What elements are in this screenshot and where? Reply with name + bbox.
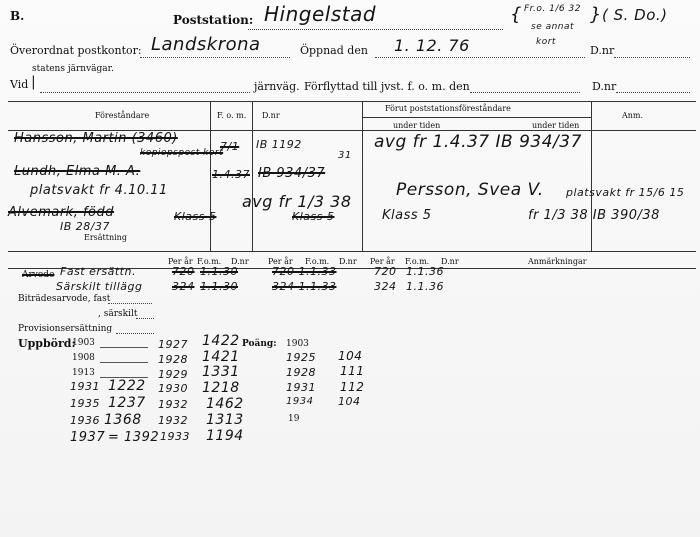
uppbord-year-mid: 1930 xyxy=(158,382,188,395)
ers-col-fom-1: F.o.m. xyxy=(197,257,222,266)
uppbord-value-right: 104 xyxy=(338,395,361,408)
statens-label: statens järnvägar. xyxy=(32,64,114,74)
uppbord-value-right: 104 xyxy=(338,349,363,363)
col-forut: Förut poststationsföreståndare xyxy=(385,104,511,113)
col-forestandare: Föreståndare xyxy=(95,111,150,120)
poststation-line xyxy=(248,29,503,30)
note-line3: kort xyxy=(536,37,556,47)
note-line2: se annat xyxy=(531,22,575,32)
corner-label: B. xyxy=(10,9,25,23)
uppbord-value-left: = 1392 xyxy=(108,430,160,445)
col-fom: F. o. m. xyxy=(217,111,247,120)
uppbord-year-left: 1913 xyxy=(72,368,95,378)
ers-c1-c: 324 xyxy=(172,280,195,293)
entry-row1-suffix: 31 xyxy=(338,150,352,161)
uppbord-value-mid: 1331 xyxy=(202,364,240,380)
uppbord-year-mid: 1927 xyxy=(158,338,188,351)
uppbord-year-right: 1925 xyxy=(286,351,316,364)
uppbord-year-right: 1934 xyxy=(286,396,314,407)
uppbord-year-right: 1903 xyxy=(286,339,309,349)
entry-row5-name: IB 28/37 xyxy=(60,220,110,233)
ers-col-dnr-2: D.nr xyxy=(339,257,357,266)
uppbord-year-left: 1937 xyxy=(70,430,106,445)
forflyttad-label: Förflyttad till jvst. f. o. m. den xyxy=(304,80,470,93)
uppbord-value-left: 1368 xyxy=(104,412,142,428)
ers-c2-b: 324 1.1.33 xyxy=(272,280,337,293)
vid-label: Vid xyxy=(10,78,29,91)
uppbord-year-mid: 1928 xyxy=(158,353,188,366)
dnr-label-2: D.nr xyxy=(592,80,617,93)
entry-row1-name: Hansson, Martin (3460) xyxy=(14,131,178,146)
uppbord-value-mid: 1194 xyxy=(206,428,244,444)
uppbord-year-right: 1931 xyxy=(286,381,316,394)
ers-provisions-label: Provisionsersättning xyxy=(18,324,113,334)
brace-left: { xyxy=(510,4,522,25)
ers-c3-a: 720 xyxy=(374,265,397,278)
ers-sarskilt-label: , särskilt xyxy=(98,309,138,319)
entry-row2-fom: 1.4.37 xyxy=(212,168,250,181)
uppbord-year-left: 1908 xyxy=(72,353,95,363)
brace-right: } xyxy=(590,4,602,25)
ers-bitrade-label: Biträdesarvode, fast xyxy=(18,294,111,304)
col-anm: Anm. xyxy=(622,111,644,120)
uppbord-year-left: 1936 xyxy=(70,414,100,427)
uppbord-value-mid: 1462 xyxy=(206,396,244,412)
entry-row2-dnr: IB 934/37 xyxy=(258,166,326,181)
oppnad-label: Öppnad den xyxy=(300,44,368,57)
ers-c3-c: 324 xyxy=(374,280,397,293)
uppbord-year-mid: 1932 xyxy=(158,398,188,411)
klass-b: Klass 5 xyxy=(292,210,335,223)
entry-row3-note: platsvakt fr 4.10.11 xyxy=(30,183,168,198)
ers-col-anmarkningar: Anmärkningar xyxy=(528,257,587,266)
entry-row2-name: Lundh, Elma M. A. xyxy=(14,164,141,179)
ers-c2-a: 720 1.1.33 xyxy=(272,265,337,278)
ers-col-dnr-3: D.nr xyxy=(441,257,459,266)
entry-row4-right: fr 1/3 38 IB 390/38 xyxy=(528,208,660,223)
ers-col-fom-2: F.o.m. xyxy=(305,257,330,266)
klass-c: Klass 5 xyxy=(382,208,432,223)
uppbord-year-mid: 1932 xyxy=(158,414,188,427)
ers-fast-ersattn: Fast ersättn. xyxy=(60,265,136,278)
ers-sarskilt-tillagg: Särskilt tillägg xyxy=(56,280,143,293)
entry-row1-note: kopiepspost kort xyxy=(140,148,224,158)
entry-row1-fom: 7/1 xyxy=(220,140,240,153)
uppbord-year-mid: 1933 xyxy=(160,430,190,443)
uppbord-value-mid: 1313 xyxy=(206,412,244,428)
col-under-tiden-2: under tiden xyxy=(532,121,580,130)
poststation-label: Poststation: xyxy=(173,13,254,27)
uppbord-year-left: 1935 xyxy=(70,397,100,410)
ers-c3-d: 1.1.36 xyxy=(406,280,444,293)
uppbord-year-mid: 1929 xyxy=(158,368,188,381)
entry-row4-name: Alvemark, född xyxy=(8,205,114,220)
entry-row1-right: avg fr 1.4.37 IB 934/37 xyxy=(374,132,582,152)
note-line1: Fr.o. 1/6 32 xyxy=(524,4,581,14)
ers-col-perar-3: Per år xyxy=(370,257,395,266)
ers-c1-a: 720 xyxy=(172,265,195,278)
uppbord-value-left: 1222 xyxy=(108,378,146,394)
record-card: B. Poststation: Hingelstad { Fr.o. 1/6 32 se annat kort } ( S. Do.) Överordnat postkontor: Landskrona Öppnad den 1. 12. 76 D.nr Vid statens järnvägar. | järnväg. Förflyttad till jvst. f. o. m. den D.nr Föreståndare F. o. m. D.nr Förut poststationsföreståndare under tiden under tiden Anm. Hansson, Martin (3460) kopiepspost kort 7/1 IB 1192 31 avg fr 1.4.37 IB 934/37 Lundh, Elma M. A. 1.4.37 IB 934/37 platsvakt fr 4.10.11 Persson, Svea V. platsvakt fr 15/6 15 Alvemark, född avg fr 1/3 38 fr 1/3 38 IB 390/38 IB 28/37 Klass 5 Klass 5 Klass 5 Ersättning Per år F.o.m. D.nr Per år F.o.m. D.nr Per år F.o.m. D.nr Anmärkningar Arvode Fast ersättn. Särskilt tillägg Biträdesarvode, fast , särskilt Provisionsersättning 720 1.1.30 324 1.1.30 720 1.1.33 324 1.1.33 720 1.1.36 324 1.1.36 Uppbörd: 1903 1908 1913 1931 1935 1936 1937 1222 1237 1368 = 1392 1927 1928 1929 1930 1932 1932 1933 1422 1421 1331 1218 1462 1313 1194 Poäng: 1903 1925 1928 1931 1934 19 104 111 112 104 xyxy=(0,0,700,537)
oppnad-value: 1. 12. 76 xyxy=(394,36,470,55)
poang-label: Poäng: xyxy=(242,339,277,349)
dnr-label: D.nr xyxy=(590,44,615,57)
entry-row1-dnr: IB 1192 xyxy=(256,138,302,151)
uppbord-value-mid: 1421 xyxy=(202,349,240,365)
ers-c1-b: 1.1.30 xyxy=(200,265,238,278)
ers-col-perar-2: Per år xyxy=(268,257,293,266)
uppbord-label: Uppbörd: xyxy=(18,337,76,350)
overordnat-label: Överordnat postkontor: xyxy=(10,44,142,57)
ers-c3-b: 1.1.36 xyxy=(406,265,444,278)
poststation-value: Hingelstad xyxy=(264,2,377,26)
uppbord-year-right: 1928 xyxy=(286,366,316,379)
col-dnr: D.nr xyxy=(262,111,280,120)
entry-row4-mid: avg fr 1/3 38 xyxy=(242,192,352,211)
uppbord-year-right: 19 xyxy=(288,414,300,424)
klass-a: Klass 5 xyxy=(174,210,217,223)
uppbord-value-mid: 1218 xyxy=(202,380,240,396)
class-value: ( S. Do.) xyxy=(602,6,668,24)
col-under-tiden-1: under tiden xyxy=(393,121,441,130)
uppbord-value-right: 111 xyxy=(340,364,365,378)
uppbord-year-left: 1903 xyxy=(72,338,95,348)
table1-top-border xyxy=(8,101,696,102)
ers-col-perar-1: Per år xyxy=(168,257,193,266)
uppbord-year-left: 1931 xyxy=(70,380,100,393)
table1-bottom-border xyxy=(8,251,696,252)
ers-arvode-label: Arvode xyxy=(22,270,55,280)
uppbord-value-right: 112 xyxy=(340,380,365,394)
jarnvag-label: järnväg. xyxy=(254,80,300,93)
entry-row3-right-note: platsvakt fr 15/6 15 xyxy=(566,186,685,199)
entry-row3-right-name: Persson, Svea V. xyxy=(396,180,544,200)
ers-c1-d: 1.1.30 xyxy=(200,280,238,293)
overordnat-value: Landskrona xyxy=(151,34,261,55)
ers-col-dnr-1: D.nr xyxy=(231,257,249,266)
uppbord-value-mid: 1422 xyxy=(202,333,240,349)
ers-col-ersattning: Ersättning xyxy=(84,233,127,242)
uppbord-value-left: 1237 xyxy=(108,395,146,411)
ers-col-fom-3: F.o.m. xyxy=(405,257,430,266)
